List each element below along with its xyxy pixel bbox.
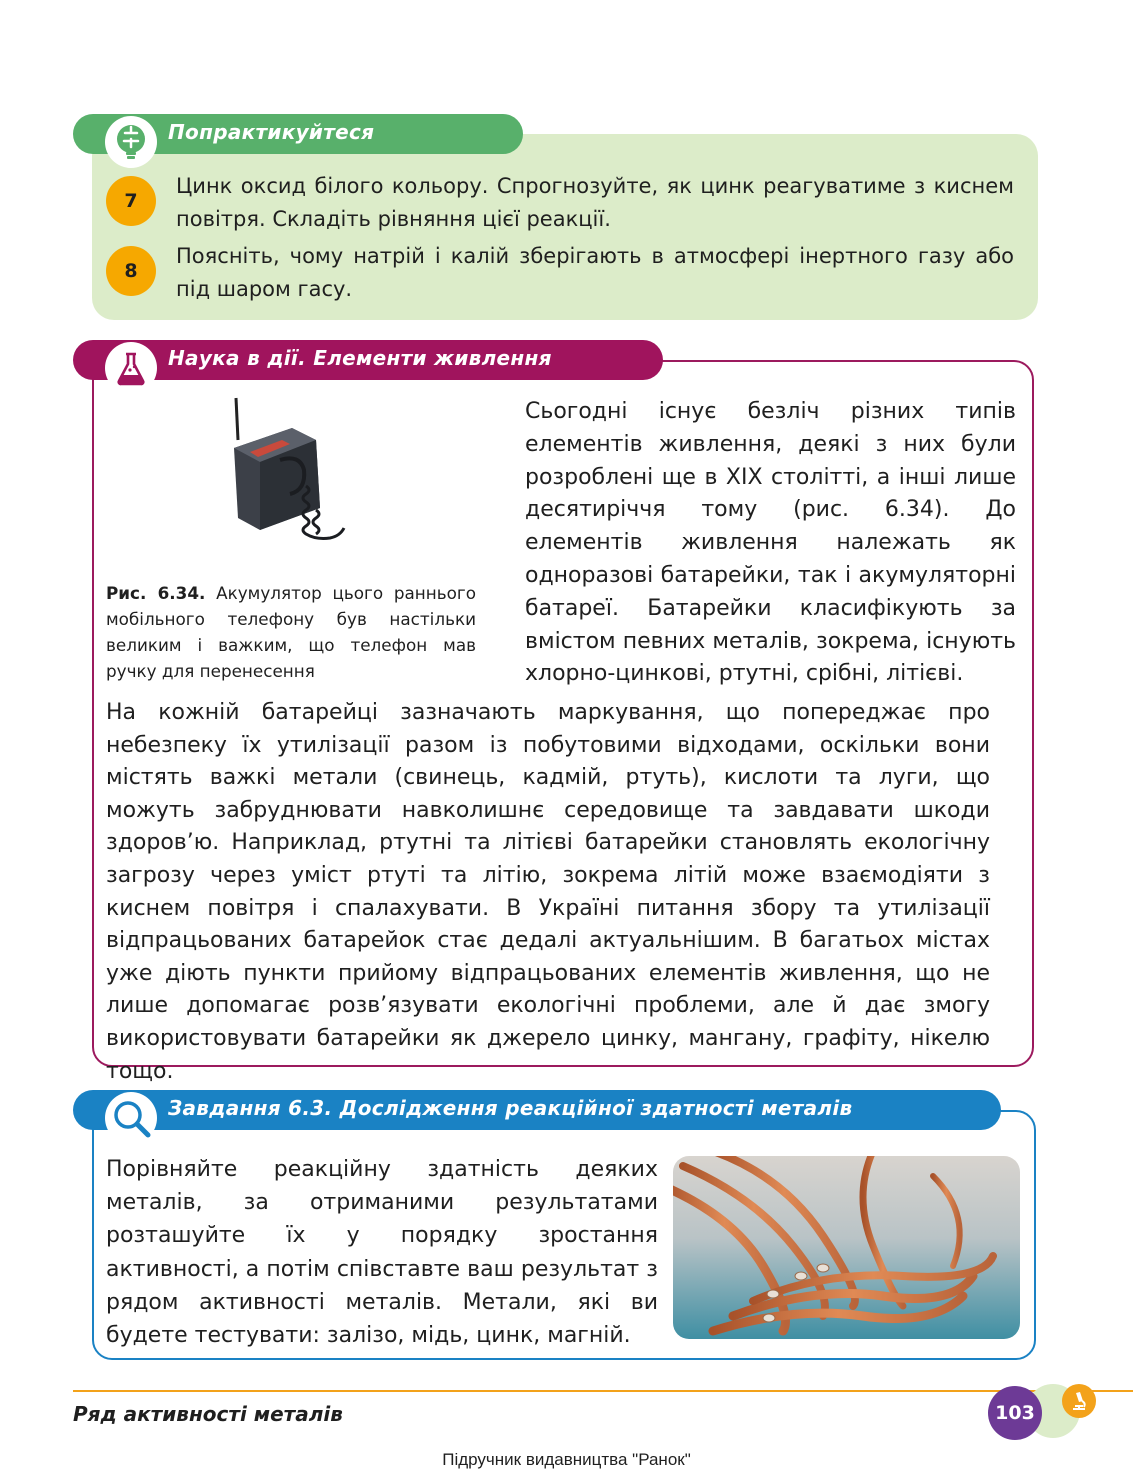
task-number-8: 8 [106, 246, 156, 296]
science-header [73, 340, 663, 380]
page-number: 103 [988, 1386, 1042, 1440]
task-text: Порівняйте реакційну здатність деяких металів, за отриманими результатами розташуйте їх у порядку зростання активності, а потім співставте ваш результат з рядом активності металів. Метали, які ви будете тестувати: залізо, мідь, цинк, магній. [106, 1157, 658, 1349]
figure-caption [106, 580, 476, 684]
figure-label: Рис. 6.34. [106, 583, 206, 603]
footer-divider [73, 1390, 1133, 1392]
figure-caption-text: Акумулятор цього раннього мобільного телефону був настільки великим і важким, що телефон мав ручку для перенесення [106, 583, 476, 681]
publisher-note: Підручник видавництва "Ранок" [442, 1450, 691, 1469]
practice-title: Попрактикуйтеся [168, 120, 375, 144]
task-header [73, 1090, 1001, 1130]
science-title: Наука в дії. Елементи живлення [168, 346, 552, 370]
magnifier-icon [105, 1092, 157, 1144]
flask-icon [105, 342, 157, 394]
practice-task-7-text: Цинк оксид білого кольору. Спрогнозуйте, як цинк реагуватиме з киснем повітря. Складіть рівняння цієї реакції. [176, 174, 1014, 231]
science-intro-text: Сьогодні існує безліч різних типів елементів живлення, деякі з них були розроблені ще в XIX столітті, а інші лише десятиріччя тому (рис. 6.34). До елементів живлення належать як одноразові батарейки, так і акумуляторні батареї. Батарейки класифікують за вмістом певних металів, зокрема, існують хлорно-цинкові, ртутні, срібні, літієві. [525, 399, 1016, 687]
lightbulb-puzzle-icon [105, 116, 157, 168]
microscope-icon [1062, 1384, 1096, 1418]
task-title: Завдання 6.3. Дослідження реакційної здатності металів [168, 1096, 853, 1120]
figure-6-34-image [220, 390, 360, 558]
science-body-text: На кожній батарейці зазначають маркування, що попереджає про небезпеку їх утилізації разом із побутовими відходами, оскільки вони містять важкі метали (свинець, кадмій, ртуть), кислоти та луги, що можуть забруднювати навколишнє середовище та завдавати шкоди здоров’ю. Наприклад, ртутні та літієві батарейки становлять екологічну загрозу через уміст ртуті та літію, зокрема літій може взаємодіяти з киснем повітря і спалахувати. В Україні питання збору та утилізації відпрацьованих батарейок стає дедалі актуальнішим. В багатьох містах уже діють пункти прийому відпрацьованих елементів живлення, що не лише допомагає розв’язувати екологічні проблеми, але й дає змогу використовувати батарейки як джерело цинку, мангану, графіту, нікелю тощо. [106, 700, 990, 1084]
practice-task-8-text: Поясніть, чому натрій і калій зберігають в атмосфері інертного газу або під шаром гасу. [176, 244, 1014, 301]
footer-section-title: Ряд активності металів [73, 1402, 343, 1426]
copper-wires-image [673, 1156, 1020, 1339]
task-number-7: 7 [106, 176, 156, 226]
